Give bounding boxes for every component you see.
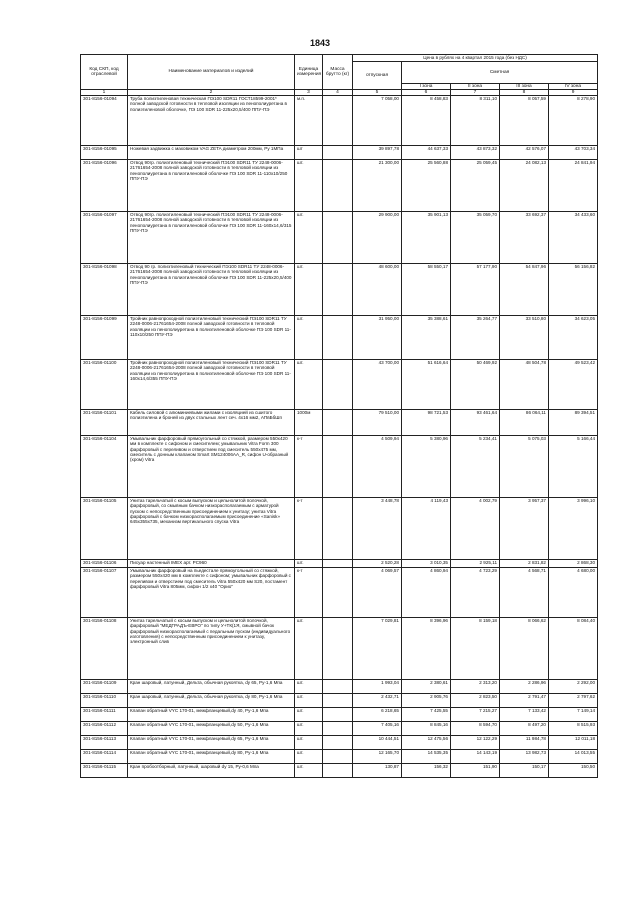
row-zone-4-price: 150,50 (549, 764, 598, 778)
row-code: 301-8156-01095 (81, 146, 128, 160)
row-zone-2-price: 7 215,27 (451, 708, 500, 722)
row-code: 301-8156-01114 (81, 750, 128, 764)
row-zone-3-price: 8 497,20 (500, 722, 549, 736)
row-unit: шт. (295, 360, 323, 410)
table-row (81, 212, 598, 264)
row-zone-4-price: 56 156,82 (549, 264, 598, 316)
row-unit: 1000м (295, 410, 323, 436)
header-name: Наименование материалов и изделий (128, 55, 295, 90)
row-zone-3-price: 5 075,03 (500, 436, 549, 498)
row-code: 301-8156-01106 (81, 560, 128, 568)
table-row (81, 764, 598, 778)
table-row (81, 160, 598, 212)
row-unit: шт. (295, 764, 323, 778)
header-price-title: Цена в рублях на 4 квартал 2015 года (без НДС) (423, 55, 527, 60)
col-index: 7 (451, 90, 500, 96)
row-unit: шт. (295, 680, 323, 694)
row-zone-4-price: 2 797,62 (549, 694, 598, 708)
row-release-price: 7 405,16 (353, 722, 402, 736)
row-zone-1-price: 98 721,53 (402, 410, 451, 436)
header-unit: Единица измерения (295, 55, 323, 90)
row-zone-2-price: 4 002,79 (451, 498, 500, 560)
row-zone-4-price: 24 841,94 (549, 160, 598, 212)
row-unit: шт. (295, 560, 323, 568)
row-unit: шт. (295, 722, 323, 736)
row-name: Кран шаровый, латунный, Дельта, обычная рукоятка, dy 65, Ру-1,6 Мпа (128, 680, 295, 694)
row-release-price: 4 509,94 (353, 436, 402, 498)
row-mass (323, 722, 353, 736)
table-row (81, 360, 598, 410)
row-name: Кран шаровый, латунный, Дельта, обычная рукоятка, dy 80, Ру-1,6 Мпа (128, 694, 295, 708)
row-name: Умывальник фарфоровый на пьедестале прямоугольный со стяжкой, размером 550х420 мм в комплекте с сифоном; умывальник фарфоровый с переливом и отверстием под смеситель Vitra 550х420 мм S20, постамент фарфоровый Vitra 805мм, сифон 1/2 х40 "Орио" (128, 568, 295, 618)
row-name: Тройник равнопроходной полиэтиленовый технический ПЭ100 SDR11 ТУ 2248-0006-21761654-2008 полной заводской готовности в тепловой изоляции из пенополиуретана в полиэтиленовой оболочке ПЭ 100 SDR 11-160х14,6/355 ППУ-ПЭ (128, 360, 295, 410)
row-zone-1-price: 4 119,43 (402, 498, 451, 560)
row-code: 301-8156-01109 (81, 680, 128, 694)
row-unit: шт (295, 146, 323, 160)
row-zone-3-price: 4 568,71 (500, 568, 549, 618)
row-zone-4-price: 8 278,90 (549, 96, 598, 146)
row-zone-1-price: 25 560,88 (402, 160, 451, 212)
table-row (81, 750, 598, 764)
row-release-price: 21 300,00 (353, 160, 402, 212)
row-zone-4-price: 12 011,18 (549, 736, 598, 750)
row-code: 301-8156-01098 (81, 264, 128, 316)
row-zone-1-price: 7 425,55 (402, 708, 451, 722)
row-unit: к-т (295, 436, 323, 498)
row-mass (323, 694, 353, 708)
row-mass (323, 146, 353, 160)
row-zone-3-price: 8 057,59 (500, 96, 549, 146)
row-zone-4-price: 43 703,34 (549, 146, 598, 160)
row-mass (323, 212, 353, 264)
row-zone-2-price: 4 723,29 (451, 568, 500, 618)
col-index: 3 (295, 90, 323, 96)
table-body (81, 96, 598, 778)
row-mass (323, 316, 353, 360)
col-index: 2 (128, 90, 295, 96)
col-index: 1 (81, 90, 128, 96)
row-name: Ножевая задвижка с маховиком VAG ZETA диаметром 200мм, Ру 1МПа (128, 146, 295, 160)
row-zone-1-price: 2 380,61 (402, 680, 451, 694)
row-name: Отвод 90гр. полиэтиленовый технический ПЭ100 SDR11 ТУ 2248-0006-21761654-2008 полной заводской готовности в тепловой изоляции из пенополиуретана в полиэтиленовой оболочке ПЭ 100 SDR 11-160х14,6/315 ППУ-ПЭ (128, 212, 295, 264)
row-code: 301-8156-01107 (81, 568, 128, 618)
row-release-price: 31 950,00 (353, 316, 402, 360)
row-zone-1-price: 14 535,35 (402, 750, 451, 764)
row-zone-3-price: 48 504,78 (500, 360, 549, 410)
row-unit: шт. (295, 264, 323, 316)
row-name: Отвод 90гр. полиэтиленовый технический ПЭ100 SDR11 ТУ 2248-0006-21761654-2008 полной заводской готовности в тепловой изоляции из пенополиуретана в полиэтиленовой оболочке ПЭ 100 SDR 11-110х10/250 ППУ-ПЭ (128, 160, 295, 212)
row-release-price: 2 432,71 (353, 694, 402, 708)
table-row (81, 498, 598, 560)
row-mass (323, 560, 353, 568)
row-zone-1-price: 4 860,94 (402, 568, 451, 618)
row-name: Умывальник фарфоровый прямоугольный со стяжкой, размером 550х420 мм в комплекте с сифоном и смесителем; умывальник Vitra Form 300 фарфоровый с переливом и отверстием под смеситель 550х475 мм, смеситель с донным клапаном Smart SM124006AA_R, сифон U-образный (хром) Vitra (128, 436, 295, 498)
row-release-price: 79 510,00 (353, 410, 402, 436)
row-release-price: 7 029,81 (353, 618, 402, 680)
row-release-price: 3 448,78 (353, 498, 402, 560)
table-row (81, 722, 598, 736)
row-zone-2-price: 25 059,45 (451, 160, 500, 212)
row-zone-4-price: 49 523,42 (549, 360, 598, 410)
row-zone-1-price: 8 845,16 (402, 722, 451, 736)
row-zone-2-price: 8 311,10 (451, 96, 500, 146)
row-release-price: 10 444,51 (353, 736, 402, 750)
row-zone-2-price: 57 177,90 (451, 264, 500, 316)
row-release-price: 43 700,00 (353, 360, 402, 410)
row-mass (323, 736, 353, 750)
table-row (81, 680, 598, 694)
row-unit: шт. (295, 618, 323, 680)
row-mass (323, 264, 353, 316)
row-code: 301-8156-01115 (81, 764, 128, 778)
row-code: 301-8156-01097 (81, 212, 128, 264)
row-mass (323, 680, 353, 694)
col-index: 9 (549, 90, 598, 96)
row-zone-1-price: 3 010,35 (402, 560, 451, 568)
row-zone-1-price: 51 616,64 (402, 360, 451, 410)
row-zone-4-price: 2 868,30 (549, 560, 598, 568)
row-name: Кабель силовой с алюминиевыми жилами с изоляцией из сшитого полиэтилена и броней из двух стальных лент сеч. 4х16 мм2, АПвБбШп (128, 410, 295, 436)
row-zone-2-price: 14 143,19 (451, 750, 500, 764)
price-table (80, 54, 598, 778)
row-zone-2-price: 5 234,41 (451, 436, 500, 498)
row-zone-1-price: 44 637,33 (402, 146, 451, 160)
row-zone-1-price: 12 475,56 (402, 736, 451, 750)
row-zone-4-price: 14 013,55 (549, 750, 598, 764)
row-unit: шт. (295, 694, 323, 708)
row-zone-2-price: 43 873,32 (451, 146, 500, 160)
row-zone-4-price: 8 084,40 (549, 618, 598, 680)
col-index: 4 (323, 90, 353, 96)
row-unit: шт. (295, 750, 323, 764)
row-unit: м.п. (295, 96, 323, 146)
row-name: Труба полиэтиленовая техническая ПЭ100 SDR11 ГОСТ18599-2001* полной заводской готовности в тепловой изоляции из пенополиуретана в полиэтиленовой оболочке, ПЭ 100 SDR 11-225х20,5/400 ППУ-ПЭ (128, 96, 295, 146)
header-zone-2: II зона (451, 83, 500, 89)
table-row (81, 618, 598, 680)
row-zone-3-price: 3 957,37 (500, 498, 549, 560)
row-zone-1-price: 156,32 (402, 764, 451, 778)
row-code: 301-8156-01101 (81, 410, 128, 436)
table-row (81, 736, 598, 750)
row-name: Клапан обратный VYC 170-01, межфланцевый,dy 40, Ру-1,6 Мпа (128, 708, 295, 722)
row-zone-2-price: 151,90 (451, 764, 500, 778)
row-zone-2-price: 2 313,20 (451, 680, 500, 694)
row-release-price: 2 520,28 (353, 560, 402, 568)
header-zone-1: I зона (402, 83, 451, 89)
row-mass (323, 410, 353, 436)
row-code: 301-8156-01100 (81, 360, 128, 410)
table-row (81, 96, 598, 146)
row-zone-3-price: 86 064,11 (500, 410, 549, 436)
row-zone-4-price: 34 623,05 (549, 316, 598, 360)
table-row (81, 436, 598, 498)
row-zone-3-price: 33 692,37 (500, 212, 549, 264)
table-row (81, 560, 598, 568)
row-zone-4-price: 7 149,14 (549, 708, 598, 722)
row-mass (323, 708, 353, 722)
row-mass (323, 498, 353, 560)
row-zone-2-price: 8 159,18 (451, 618, 500, 680)
row-zone-2-price: 35 059,70 (451, 212, 500, 264)
row-zone-1-price: 2 905,76 (402, 694, 451, 708)
row-name: Клапан обратный VYC 170-01, межфланцевый,dy 50, Ру-1,6 Мпа (128, 722, 295, 736)
header-estimate: Сметная (402, 62, 598, 84)
row-name: Тройник равнопроходной полиэтиленовый технический ПЭ100 SDR11 ТУ 2248-0006-21761654-2008 полной заводской готовности в тепловой изоляции из пенополиуретана в полиэтиленовой оболочке ПЭ 100 SDR 11-110х10/250 ППУ-ПЭ (128, 316, 295, 360)
row-release-price: 48 600,00 (353, 264, 402, 316)
row-zone-3-price: 8 066,62 (500, 618, 549, 680)
row-zone-3-price: 2 286,96 (500, 680, 549, 694)
row-zone-4-price: 3 996,10 (549, 498, 598, 560)
row-zone-3-price: 13 982,73 (500, 750, 549, 764)
row-mass (323, 160, 353, 212)
row-mass (323, 764, 353, 778)
row-code: 301-8156-01099 (81, 316, 128, 360)
header-release: отпускная (353, 62, 402, 90)
row-name: Клапан обратный VYC 170-01, межфланцевый,dy 80, Ру-1,6 Мпа (128, 750, 295, 764)
row-release-price: 4 069,57 (353, 568, 402, 618)
row-name: Кран пробоотборный, латунный, шаровый dy 15, Ру-0,6 Мпа (128, 764, 295, 778)
row-zone-3-price: 54 847,96 (500, 264, 549, 316)
row-zone-3-price: 150,17 (500, 764, 549, 778)
header-zone-4: IV зона (549, 83, 598, 89)
row-release-price: 7 058,00 (353, 96, 402, 146)
row-unit: к-т (295, 568, 323, 618)
row-zone-2-price: 50 469,92 (451, 360, 500, 410)
row-code: 301-8156-01113 (81, 736, 128, 750)
row-name: Унитаз тарельчатый с косым выпуском и цельнолитой полочкой, фарфоровый, со смывным бачком низкорасполагаемым с арматурой пуском с непосредственным присоединением к унитазу; унитаз Vitra фарфоровый с бачком низкорасполагаемым присоединение «Sanisk» 645х355х735, механизм вертикального спуска Vitra (128, 498, 295, 560)
table-row (81, 264, 598, 316)
row-name: Унитаз тарельчатый с косым выпуском и цельнолитой полочкой, фарфоровый "МЕДГРАДЪ-ЕВРО" по типу У+ТК(1Я, смывной бачок фарфоровый низкорасполагаемый с педальным пуском (индивидуального изготовления) с непосредственным присоединением к унитазу, электронный слив (128, 618, 295, 680)
row-zone-1-price: 5 380,96 (402, 436, 451, 498)
row-zone-1-price: 58 550,17 (402, 264, 451, 316)
row-code: 301-8156-01110 (81, 694, 128, 708)
row-unit: шт. (295, 316, 323, 360)
row-release-price: 6 218,65 (353, 708, 402, 722)
row-unit: шт. (295, 736, 323, 750)
row-code: 301-8156-01104 (81, 436, 128, 498)
row-release-price: 130,87 (353, 764, 402, 778)
row-zone-2-price: 8 594,70 (451, 722, 500, 736)
row-unit: к-т (295, 498, 323, 560)
row-zone-2-price: 93 461,64 (451, 410, 500, 436)
row-zone-2-price: 35 264,77 (451, 316, 500, 360)
row-zone-4-price: 5 166,44 (549, 436, 598, 498)
row-zone-1-price: 8 396,96 (402, 618, 451, 680)
header-code: Код СКП, код отраслевой (81, 55, 128, 90)
header-price-group (353, 55, 598, 62)
row-zone-4-price: 89 394,51 (549, 410, 598, 436)
row-mass (323, 568, 353, 618)
row-code: 301-8156-01105 (81, 498, 128, 560)
row-mass (323, 436, 353, 498)
row-code: 301-8156-01094 (81, 96, 128, 146)
row-code: 301-8156-01108 (81, 618, 128, 680)
col-index: 5 (353, 90, 402, 96)
table-row (81, 410, 598, 436)
row-unit: шт. (295, 160, 323, 212)
row-zone-2-price: 12 122,29 (451, 736, 500, 750)
row-code: 301-8156-01112 (81, 722, 128, 736)
row-zone-3-price: 7 133,42 (500, 708, 549, 722)
row-zone-3-price: 33 510,80 (500, 316, 549, 360)
row-mass (323, 618, 353, 680)
row-zone-4-price: 2 292,00 (549, 680, 598, 694)
row-zone-4-price: 34 433,60 (549, 212, 598, 264)
table-row (81, 694, 598, 708)
row-zone-1-price: 8 458,83 (402, 96, 451, 146)
row-release-price: 1 993,04 (353, 680, 402, 694)
row-name: Клапан обратный VYC 170-01, межфланцевый,dy 65, Ру-1,6 Мпа (128, 736, 295, 750)
page-number: 1843 (309, 38, 331, 48)
row-zone-2-price: 2 823,50 (451, 694, 500, 708)
row-zone-3-price: 42 576,07 (500, 146, 549, 160)
table-row (81, 708, 598, 722)
row-mass (323, 750, 353, 764)
row-code: 301-8156-01096 (81, 160, 128, 212)
header-mass: Масса брутто (кг) (323, 55, 353, 90)
row-zone-1-price: 35 388,61 (402, 316, 451, 360)
table-row (81, 568, 598, 618)
row-zone-4-price: 4 680,00 (549, 568, 598, 618)
row-mass (323, 360, 353, 410)
col-index: 8 (500, 90, 549, 96)
header-zone-3: III зона (500, 83, 549, 89)
col-index: 6 (402, 90, 451, 96)
row-unit: шт. (295, 708, 323, 722)
row-release-price: 12 165,70 (353, 750, 402, 764)
row-mass (323, 96, 353, 146)
row-code: 301-8156-01111 (81, 708, 128, 722)
row-name: Писуар настенный IMEX арт. PC960 (128, 560, 295, 568)
row-zone-3-price: 2 831,82 (500, 560, 549, 568)
row-zone-3-price: 2 791,47 (500, 694, 549, 708)
row-release-price: 29 900,00 (353, 212, 402, 264)
table-row (81, 146, 598, 160)
row-zone-3-price: 24 082,13 (500, 160, 549, 212)
table-row (81, 316, 598, 360)
row-zone-1-price: 35 901,13 (402, 212, 451, 264)
row-zone-3-price: 11 984,78 (500, 736, 549, 750)
row-name: Отвод 90 гр. полиэтиленовый технический ПЭ100 SDR11 ТУ 2248-0006-21761654-2008 полной заводской готовности в тепловой изоляции из пенополиуретана в полиэтиленовой оболочке ПЭ 100 SDR 11-225х20,5/400 ППУ-ПЭ (128, 264, 295, 316)
row-zone-4-price: 8 515,93 (549, 722, 598, 736)
row-zone-2-price: 2 925,11 (451, 560, 500, 568)
row-release-price: 39 897,78 (353, 146, 402, 160)
row-unit: шт. (295, 212, 323, 264)
